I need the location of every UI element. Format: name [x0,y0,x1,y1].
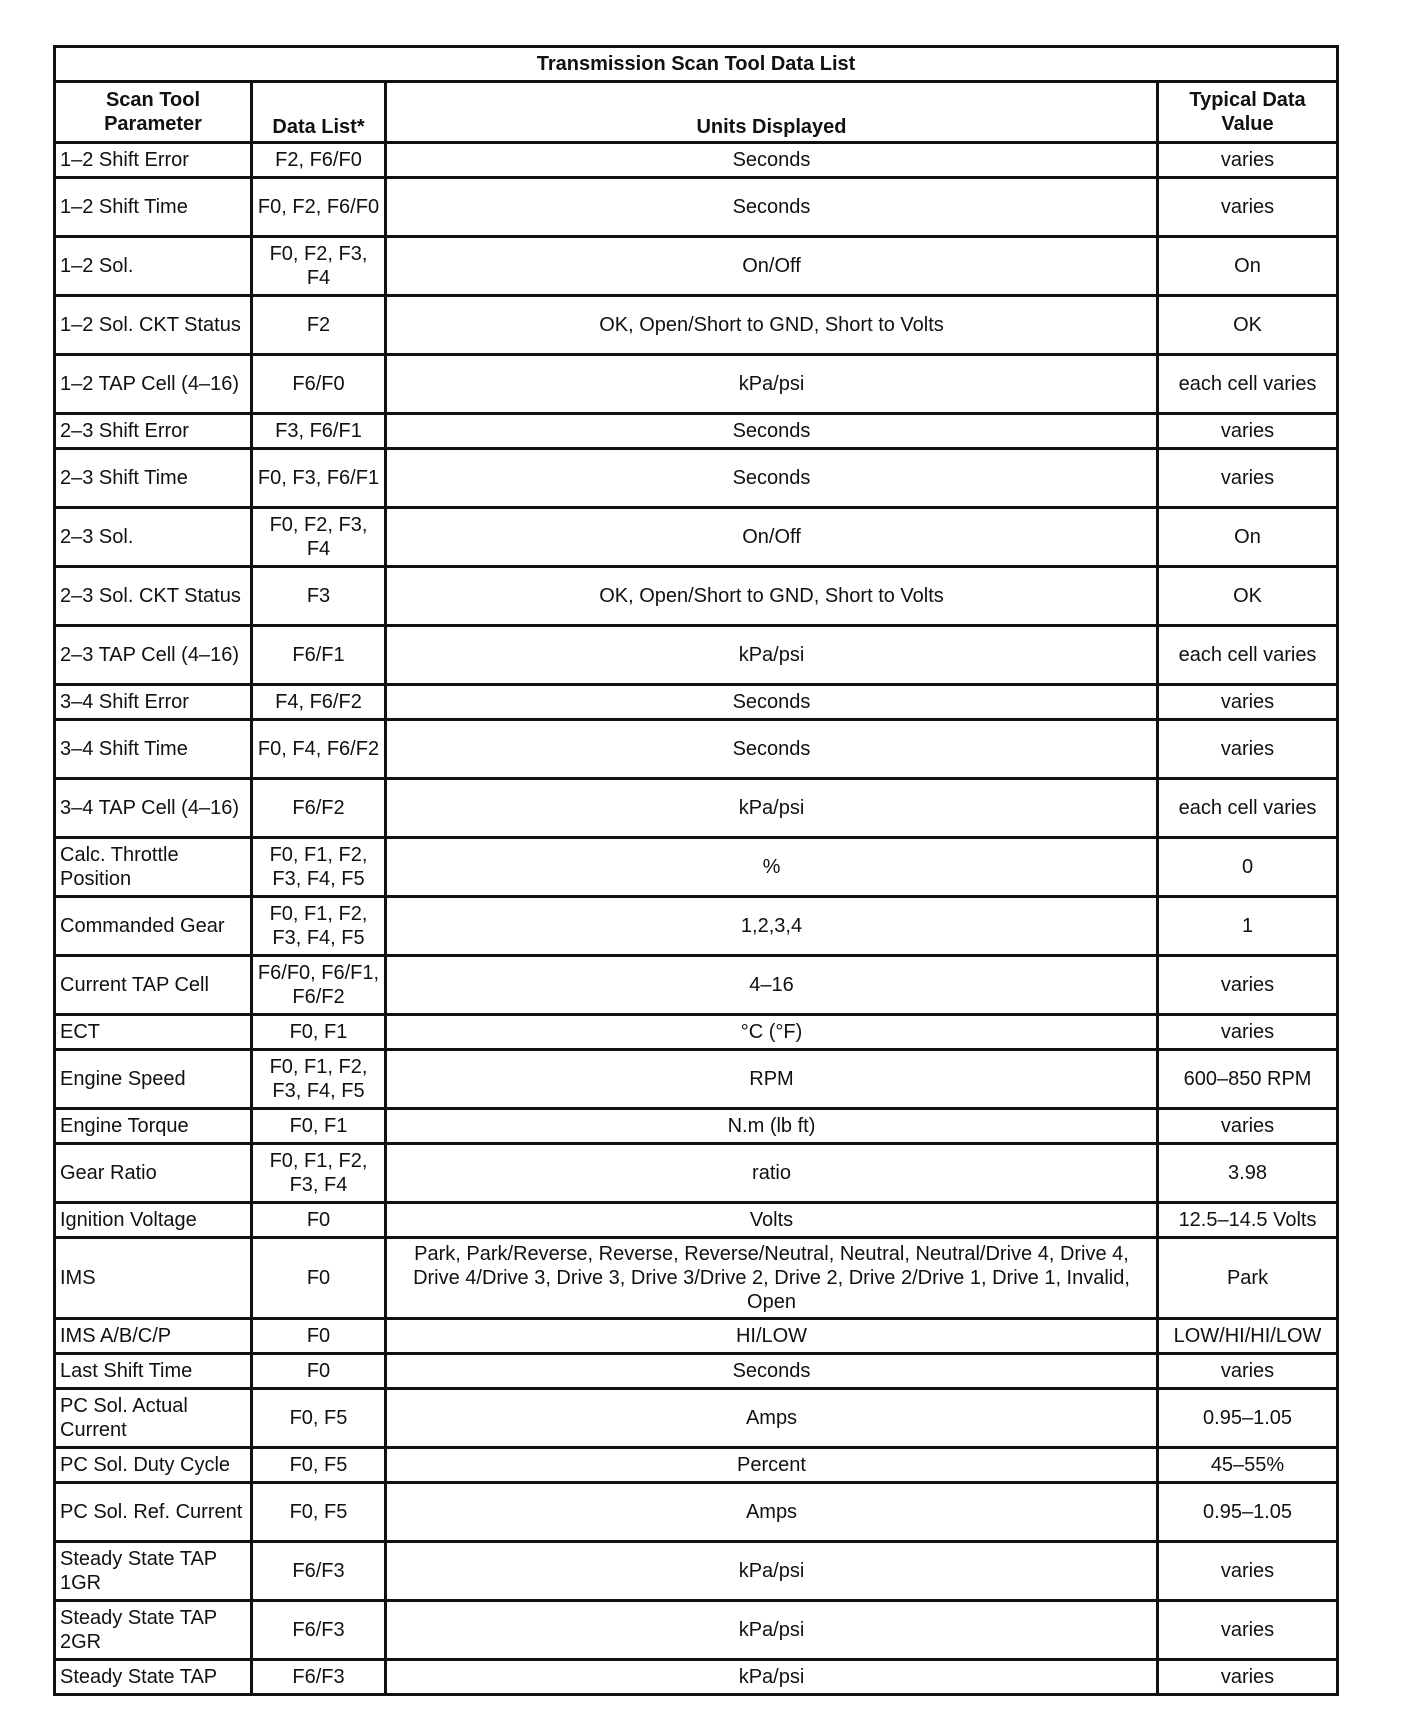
parameter-cell: Gear Ratio [55,1144,252,1203]
typical-value-cell: varies [1158,414,1338,449]
data-list-cell: F0, F4, F6/F2 [252,720,386,779]
units-cell: N.m (lb ft) [386,1109,1158,1144]
units-cell: kPa/psi [386,1601,1158,1660]
table-row [55,355,1338,414]
data-list-cell: F4, F6/F2 [252,685,386,720]
data-list-cell: F0 [252,1354,386,1389]
table-row [55,1015,1338,1050]
typical-value-cell: 45–55% [1158,1448,1338,1483]
typical-value-cell: each cell varies [1158,355,1338,414]
data-list-cell: F3, F6/F1 [252,414,386,449]
table-row [55,237,1338,296]
data-list-cell: F0, F5 [252,1483,386,1542]
units-cell: kPa/psi [386,1660,1158,1695]
data-list-cell: F0, F3, F6/F1 [252,449,386,508]
parameter-cell: 1–2 Shift Error [55,143,252,178]
units-cell: On/Off [386,237,1158,296]
typical-value-cell: varies [1158,1660,1338,1695]
units-cell: Seconds [386,143,1158,178]
units-cell: kPa/psi [386,355,1158,414]
typical-value-cell: varies [1158,685,1338,720]
table-row [55,567,1338,626]
units-cell: °C (°F) [386,1015,1158,1050]
typical-value-cell: varies [1158,956,1338,1015]
data-list-cell: F0, F2, F3, F4 [252,508,386,567]
table-row [55,1354,1338,1389]
typical-value-cell: varies [1158,1601,1338,1660]
table-row [55,1448,1338,1483]
table-row [55,1601,1338,1660]
units-cell: 4–16 [386,956,1158,1015]
typical-value-cell: 12.5–14.5 Volts [1158,1203,1338,1238]
table-row [55,956,1338,1015]
table-row [55,1483,1338,1542]
data-list-cell: F0, F1, F2, F3, F4, F5 [252,838,386,897]
data-list-cell: F0 [252,1238,386,1319]
data-list-cell: F0 [252,1319,386,1354]
data-list-cell: F2 [252,296,386,355]
data-list-cell: F2, F6/F0 [252,143,386,178]
parameter-cell: Last Shift Time [55,1354,252,1389]
parameter-cell: Steady State TAP 1GR [55,1542,252,1601]
parameter-cell: Commanded Gear [55,897,252,956]
scan-tool-data-table [53,45,1339,1696]
parameter-cell: PC Sol. Ref. Current [55,1483,252,1542]
parameter-cell: Engine Speed [55,1050,252,1109]
parameter-cell: 2–3 TAP Cell (4–16) [55,626,252,685]
column-header-typical-value: Typical Data Value [1158,82,1338,143]
units-cell: Amps [386,1389,1158,1448]
typical-value-cell: 0.95–1.05 [1158,1483,1338,1542]
table-row [55,1238,1338,1319]
typical-value-cell: 0 [1158,838,1338,897]
table-row [55,1050,1338,1109]
parameter-cell: 2–3 Shift Time [55,449,252,508]
table-row [55,626,1338,685]
data-list-cell: F0 [252,1203,386,1238]
data-list-cell: F0, F1, F2, F3, F4, F5 [252,1050,386,1109]
parameter-cell: PC Sol. Duty Cycle [55,1448,252,1483]
units-cell: kPa/psi [386,626,1158,685]
data-list-cell: F6/F3 [252,1660,386,1695]
table-row [55,178,1338,237]
typical-value-cell: LOW/HI/HI/LOW [1158,1319,1338,1354]
data-list-cell: F0, F1 [252,1015,386,1050]
column-header-data-list: Data List* [252,82,386,143]
units-cell: OK, Open/Short to GND, Short to Volts [386,567,1158,626]
data-list-cell: F0, F2, F3, F4 [252,237,386,296]
units-cell: Park, Park/Reverse, Reverse, Reverse/Neutral, Neutral, Neutral/Drive 4, Drive 4, Drive 4/Drive 3, Drive 3, Drive 3/Drive 2, Drive 2, Drive 2/Drive 1, Drive 1, Invalid, Open [386,1238,1158,1319]
table-row [55,449,1338,508]
data-list-cell: F0, F1 [252,1109,386,1144]
table-row [55,1109,1338,1144]
units-cell: Seconds [386,414,1158,449]
parameter-cell: 2–3 Sol. [55,508,252,567]
data-list-cell: F6/F2 [252,779,386,838]
units-cell: Seconds [386,685,1158,720]
data-list-cell: F6/F0, F6/F1, F6/F2 [252,956,386,1015]
table-row [55,838,1338,897]
typical-value-cell: varies [1158,1542,1338,1601]
table-row [55,1660,1338,1695]
typical-value-cell: each cell varies [1158,626,1338,685]
parameter-cell: 1–2 Sol. CKT Status [55,296,252,355]
units-cell: Seconds [386,1354,1158,1389]
column-header-parameter: Scan Tool Parameter [55,82,252,143]
data-list-cell: F6/F3 [252,1601,386,1660]
data-list-cell: F6/F1 [252,626,386,685]
table-row [55,414,1338,449]
parameter-cell: Engine Torque [55,1109,252,1144]
typical-value-cell: varies [1158,178,1338,237]
units-cell: Seconds [386,720,1158,779]
data-list-cell: F0, F5 [252,1389,386,1448]
typical-value-cell: OK [1158,567,1338,626]
parameter-cell: 3–4 TAP Cell (4–16) [55,779,252,838]
parameter-cell: 2–3 Sol. CKT Status [55,567,252,626]
table-row [55,897,1338,956]
typical-value-cell: varies [1158,449,1338,508]
units-cell: 1,2,3,4 [386,897,1158,956]
table-row [55,720,1338,779]
typical-value-cell: 1 [1158,897,1338,956]
data-list-cell: F6/F3 [252,1542,386,1601]
parameter-cell: 2–3 Shift Error [55,414,252,449]
typical-value-cell: each cell varies [1158,779,1338,838]
typical-value-cell: 0.95–1.05 [1158,1389,1338,1448]
parameter-cell: 3–4 Shift Time [55,720,252,779]
data-list-cell: F0, F5 [252,1448,386,1483]
parameter-cell: 1–2 Sol. [55,237,252,296]
typical-value-cell: varies [1158,1015,1338,1050]
table-row [55,1389,1338,1448]
parameter-cell: 3–4 Shift Error [55,685,252,720]
data-list-cell: F0, F1, F2, F3, F4 [252,1144,386,1203]
table-title: Transmission Scan Tool Data List [55,47,1338,82]
parameter-cell: IMS A/B/C/P [55,1319,252,1354]
table-row [55,508,1338,567]
typical-value-cell: varies [1158,1109,1338,1144]
parameter-cell: Current TAP Cell [55,956,252,1015]
table-row [55,1542,1338,1601]
parameter-cell: Calc. Throttle Position [55,838,252,897]
data-list-cell: F0, F2, F6/F0 [252,178,386,237]
data-list-cell: F0, F1, F2, F3, F4, F5 [252,897,386,956]
typical-value-cell: OK [1158,296,1338,355]
typical-value-cell: varies [1158,720,1338,779]
parameter-cell: Ignition Voltage [55,1203,252,1238]
parameter-cell: Steady State TAP 2GR [55,1601,252,1660]
table-row [55,1144,1338,1203]
typical-value-cell: varies [1158,143,1338,178]
table-row [55,1319,1338,1354]
units-cell: Percent [386,1448,1158,1483]
parameter-cell: ECT [55,1015,252,1050]
table-row [55,685,1338,720]
units-cell: Seconds [386,449,1158,508]
typical-value-cell: Park [1158,1238,1338,1319]
typical-value-cell: On [1158,508,1338,567]
parameter-cell: Steady State TAP [55,1660,252,1695]
units-cell: On/Off [386,508,1158,567]
units-cell: Amps [386,1483,1158,1542]
units-cell: Volts [386,1203,1158,1238]
units-cell: OK, Open/Short to GND, Short to Volts [386,296,1158,355]
table-row [55,1203,1338,1238]
table-body [55,143,1338,1695]
units-cell: kPa/psi [386,779,1158,838]
table-row [55,779,1338,838]
data-list-cell: F3 [252,567,386,626]
units-cell: RPM [386,1050,1158,1109]
column-header-units: Units Displayed [386,82,1158,143]
typical-value-cell: On [1158,237,1338,296]
typical-value-cell: 3.98 [1158,1144,1338,1203]
typical-value-cell: 600–850 RPM [1158,1050,1338,1109]
units-cell: ratio [386,1144,1158,1203]
parameter-cell: 1–2 Shift Time [55,178,252,237]
table-row [55,143,1338,178]
typical-value-cell: varies [1158,1354,1338,1389]
parameter-cell: IMS [55,1238,252,1319]
parameter-cell: PC Sol. Actual Current [55,1389,252,1448]
units-cell: % [386,838,1158,897]
units-cell: Seconds [386,178,1158,237]
units-cell: kPa/psi [386,1542,1158,1601]
data-list-cell: F6/F0 [252,355,386,414]
units-cell: HI/LOW [386,1319,1158,1354]
parameter-cell: 1–2 TAP Cell (4–16) [55,355,252,414]
table-row [55,296,1338,355]
